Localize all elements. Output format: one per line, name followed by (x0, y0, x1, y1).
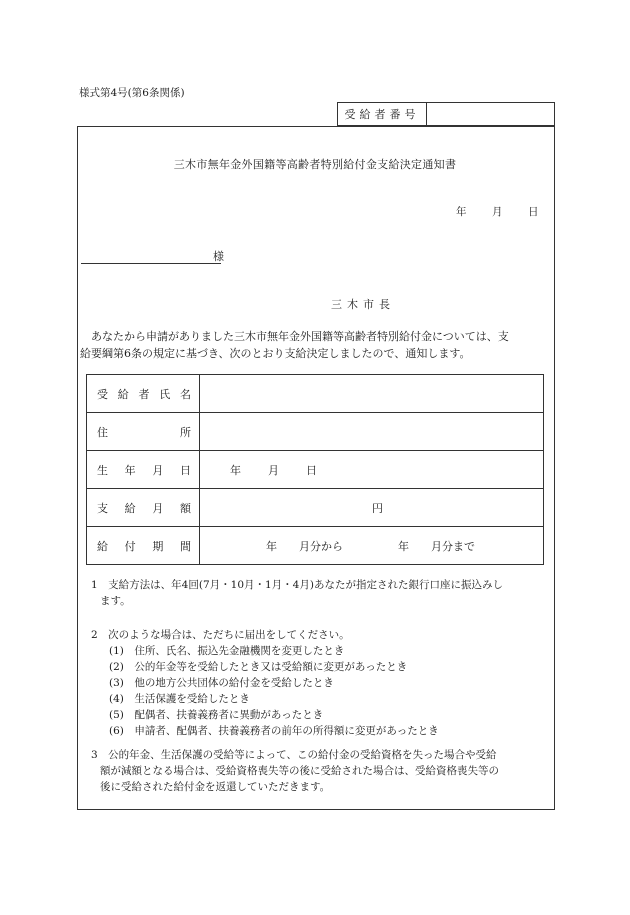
birth-day: 日 (306, 463, 317, 477)
note-2-item-2: (2) 公的年金等を受給したとき又は受給額に変更があったとき (109, 661, 408, 673)
date-year: 年 (456, 206, 467, 218)
monthly-amount-label: 支 給 月 額 (97, 501, 191, 515)
monthly-amount-unit: 円 (372, 501, 383, 515)
addressee-suffix: 様 (213, 250, 224, 263)
notice-body (80, 328, 550, 362)
note-2-item-1: (1) 住所、氏名、振込先金融機関を変更したとき (109, 645, 345, 657)
benefit-period-label: 給 付 期 間 (97, 539, 191, 553)
note-2-item-5: (5) 配偶者、扶養義務者に異動があったとき (109, 709, 324, 721)
body-line-2: 給要綱第6条の規定に基づき、次のとおり支給決定しましたので、通知します。 (80, 347, 471, 360)
table-row (87, 527, 544, 565)
form-number-label: 様式第4号(第6条関係) (79, 87, 185, 99)
date-day: 日 (528, 206, 539, 218)
birth-month: 月 (268, 463, 279, 477)
table-row (87, 375, 544, 413)
table-row (87, 413, 544, 451)
note-3-line-2: 額が減額となる場合は、受給資格喪失等の後に受給された場合は、受給資格喪失等の (100, 765, 499, 777)
benefit-info-table (86, 374, 544, 565)
note-2 (91, 627, 553, 739)
body-line-1: あなたから申請がありました三木市無年金外国籍等高齢者特別給付金については、支 (91, 330, 509, 343)
monthly-amount-label-cell (87, 489, 200, 527)
birthdate-label-cell (87, 451, 200, 489)
birth-year: 年 (230, 463, 241, 477)
note-1 (91, 577, 553, 609)
recipient-number-field[interactable] (427, 103, 554, 125)
period-to: 年 月分まで (398, 539, 475, 553)
addressee-name-line[interactable] (81, 263, 221, 264)
note-2-item-4: (4) 生活保護を受給したとき (109, 693, 250, 705)
table-row (87, 451, 544, 489)
recipient-number-box (337, 102, 555, 126)
address-label: 住 所 (97, 425, 191, 439)
note-2-head: 2 次のような場合は、ただちに届出をしてください。 (91, 629, 350, 641)
recipient-name-label-cell (87, 375, 200, 413)
note-2-item-6: (6) 申請者、配偶者、扶養義務者の前年の所得額に変更があったとき (109, 725, 439, 737)
date-month: 月 (492, 206, 503, 218)
note-3-line-1: 3 公的年金、生活保護の受給等によって、この給付金の受給資格を失った場合や受給 (91, 749, 497, 761)
issuer-name: 三木市長 (331, 298, 395, 311)
document-title: 三木市無年金外国籍等高齢者特別給付金支給決定通知書 (173, 158, 457, 171)
monthly-amount-field[interactable] (200, 489, 544, 527)
note-1-line-2: ます。 (100, 595, 131, 607)
recipient-number-label: 受給者番号 (338, 103, 427, 125)
table-row (87, 489, 544, 527)
recipient-name-label: 受 給 者 氏 名 (97, 387, 191, 401)
address-label-cell (87, 413, 200, 451)
birthdate-field[interactable] (200, 451, 544, 489)
birthdate-label: 生 年 月 日 (97, 463, 191, 477)
address-field[interactable] (200, 413, 544, 451)
note-2-item-3: (3) 他の地方公共団体の給付金を受給したとき (109, 677, 334, 689)
note-1-line-1: 1 支給方法は、年4回(7月・10月・1月・4月)あなたが指定された銀行口座に振込みし (91, 579, 503, 591)
note-3 (91, 747, 553, 795)
recipient-name-field[interactable] (200, 375, 544, 413)
period-from: 年 月分から (266, 539, 343, 553)
benefit-period-label-cell (87, 527, 200, 565)
note-3-line-3: 後に受給された給付金を返還していただきます。 (100, 781, 331, 793)
benefit-period-field[interactable] (200, 527, 544, 565)
